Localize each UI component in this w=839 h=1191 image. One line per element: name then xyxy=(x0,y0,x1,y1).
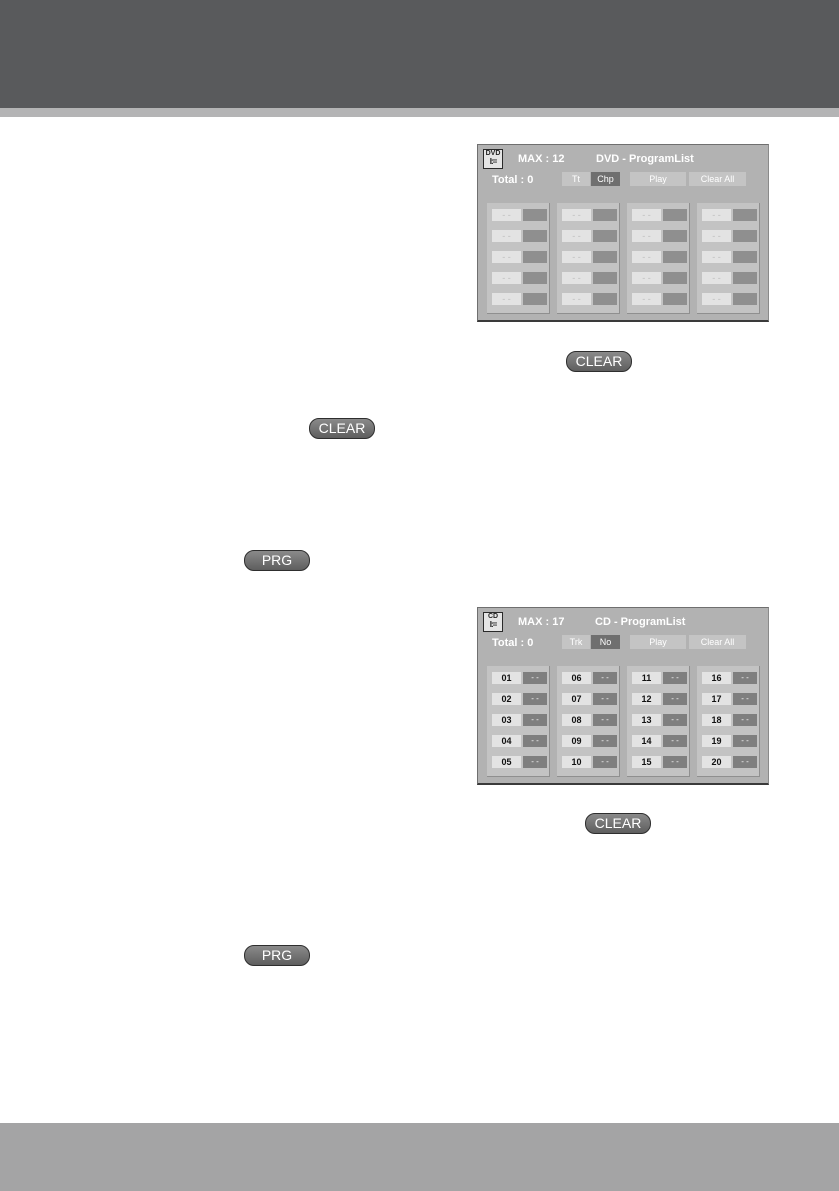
cd-slot-value[interactable]: - - xyxy=(733,756,757,768)
dvd-slot-value[interactable] xyxy=(523,293,547,305)
dvd-slot-number[interactable]: - - xyxy=(562,293,591,305)
dvd-slot-value[interactable] xyxy=(523,209,547,221)
clear-button[interactable]: CLEAR xyxy=(309,418,375,439)
prg-button[interactable]: PRG xyxy=(244,550,310,571)
dvd-total-text: Total : 0 xyxy=(492,174,534,186)
cd-trk-button[interactable]: Trk xyxy=(562,635,590,649)
dvd-slot-number[interactable]: - - xyxy=(632,272,661,284)
cd-slot-value[interactable]: - - xyxy=(523,672,547,684)
dvd-slot-number[interactable]: - - xyxy=(702,230,731,242)
cd-slot-value[interactable]: - - xyxy=(733,714,757,726)
dvd-program-column xyxy=(697,203,760,314)
dvd-slot-number[interactable]: - - xyxy=(702,209,731,221)
dvd-slot-value[interactable] xyxy=(733,251,757,263)
dvd-slot-value[interactable] xyxy=(733,230,757,242)
cd-no-button[interactable]: No xyxy=(591,635,620,649)
cd-icon-text: CD xyxy=(487,613,499,620)
dvd-program-column xyxy=(487,203,550,314)
cd-program-list-screen xyxy=(477,607,769,785)
dvd-slot-value[interactable] xyxy=(593,230,617,242)
dvd-slot-number[interactable]: - - xyxy=(562,272,591,284)
dvd-slot-number[interactable]: - - xyxy=(632,209,661,221)
cd-slot-value[interactable]: - - xyxy=(523,735,547,747)
cd-slot-number[interactable]: 07 xyxy=(562,693,591,705)
cd-slot-value[interactable]: - - xyxy=(523,693,547,705)
dvd-slot-number[interactable]: - - xyxy=(492,230,521,242)
cd-slot-number[interactable]: 08 xyxy=(562,714,591,726)
cd-disc-icon xyxy=(483,612,503,632)
dvd-slot-value[interactable] xyxy=(523,230,547,242)
dvd-program-column xyxy=(627,203,690,314)
dvd-chp-button[interactable]: Chp xyxy=(591,172,620,186)
dvd-slot-value[interactable] xyxy=(663,209,687,221)
dvd-program-column xyxy=(557,203,620,314)
cd-slot-number[interactable]: 15 xyxy=(632,756,661,768)
cd-slot-value[interactable]: - - xyxy=(663,735,687,747)
dvd-max-text: MAX : 12 xyxy=(518,153,565,165)
cd-slot-number[interactable]: 09 xyxy=(562,735,591,747)
dvd-slot-value[interactable] xyxy=(523,272,547,284)
dvd-slot-value[interactable] xyxy=(663,272,687,284)
dvd-slot-value[interactable] xyxy=(733,209,757,221)
dvd-slot-number[interactable]: - - xyxy=(492,293,521,305)
dvd-program-list-screen xyxy=(477,144,769,322)
cd-play-button[interactable]: Play xyxy=(630,635,686,649)
dvd-slot-number[interactable]: - - xyxy=(492,209,521,221)
dvd-slot-number[interactable]: - - xyxy=(632,230,661,242)
dvd-slot-value[interactable] xyxy=(663,293,687,305)
dvd-slot-number[interactable]: - - xyxy=(562,251,591,263)
cd-slot-value[interactable]: - - xyxy=(593,672,617,684)
cd-slot-value[interactable]: - - xyxy=(593,735,617,747)
cd-slot-number[interactable]: 13 xyxy=(632,714,661,726)
cd-slot-value[interactable]: - - xyxy=(523,714,547,726)
cd-slot-number[interactable]: 20 xyxy=(702,756,731,768)
cd-slot-value[interactable]: - - xyxy=(663,756,687,768)
dvd-slot-number[interactable]: - - xyxy=(492,272,521,284)
cd-slot-value[interactable]: - - xyxy=(733,735,757,747)
dvd-slot-number[interactable]: - - xyxy=(702,272,731,284)
cd-total-text: Total : 0 xyxy=(492,637,534,649)
dvd-slot-number[interactable]: - - xyxy=(562,230,591,242)
cd-slot-number[interactable]: 06 xyxy=(562,672,591,684)
cd-icon-sub: I:= xyxy=(489,620,497,629)
cd-slot-number[interactable]: 04 xyxy=(492,735,521,747)
header-rule xyxy=(0,108,839,117)
cd-slot-value[interactable]: - - xyxy=(663,693,687,705)
cd-slot-number[interactable]: 19 xyxy=(702,735,731,747)
cd-slot-value[interactable]: - - xyxy=(733,693,757,705)
cd-program-column xyxy=(487,666,550,777)
cd-program-column xyxy=(697,666,760,777)
dvd-title: DVD - ProgramList xyxy=(596,153,694,165)
prg-button[interactable]: PRG xyxy=(244,945,310,966)
cd-slot-number[interactable]: 01 xyxy=(492,672,521,684)
cd-slot-value[interactable]: - - xyxy=(593,756,617,768)
dvd-disc-icon xyxy=(483,149,503,169)
cd-slot-number[interactable]: 14 xyxy=(632,735,661,747)
cd-slot-value[interactable]: - - xyxy=(663,672,687,684)
dvd-slot-value[interactable] xyxy=(663,251,687,263)
cd-slot-number[interactable]: 12 xyxy=(632,693,661,705)
cd-slot-number[interactable]: 18 xyxy=(702,714,731,726)
cd-slot-number[interactable]: 16 xyxy=(702,672,731,684)
cd-slot-number[interactable]: 11 xyxy=(632,672,661,684)
dvd-slot-number[interactable]: - - xyxy=(632,293,661,305)
dvd-slot-value[interactable] xyxy=(593,251,617,263)
dvd-slot-value[interactable] xyxy=(733,293,757,305)
dvd-play-button[interactable]: Play xyxy=(630,172,686,186)
cd-slot-value[interactable]: - - xyxy=(523,756,547,768)
cd-program-column xyxy=(557,666,620,777)
cd-slot-number[interactable]: 05 xyxy=(492,756,521,768)
header-band xyxy=(0,0,839,108)
dvd-icon-sub: I:= xyxy=(489,157,497,166)
cd-clear-all-button[interactable]: Clear All xyxy=(689,635,746,649)
dvd-icon-text: DVD xyxy=(485,150,501,157)
dvd-slot-value[interactable] xyxy=(593,209,617,221)
dvd-slot-number[interactable]: - - xyxy=(632,251,661,263)
cd-slot-value[interactable]: - - xyxy=(593,693,617,705)
dvd-slot-value[interactable] xyxy=(663,230,687,242)
dvd-slot-number[interactable]: - - xyxy=(702,251,731,263)
cd-slot-number[interactable]: 10 xyxy=(562,756,591,768)
cd-slot-number[interactable]: 02 xyxy=(492,693,521,705)
dvd-slot-value[interactable] xyxy=(733,272,757,284)
dvd-slot-value[interactable] xyxy=(523,251,547,263)
cd-title: CD - ProgramList xyxy=(595,616,686,628)
cd-slot-value[interactable]: - - xyxy=(733,672,757,684)
cd-slot-value[interactable]: - - xyxy=(593,714,617,726)
cd-slot-number[interactable]: 17 xyxy=(702,693,731,705)
cd-slot-number[interactable]: 03 xyxy=(492,714,521,726)
cd-slot-value[interactable]: - - xyxy=(663,714,687,726)
dvd-slot-number[interactable]: - - xyxy=(492,251,521,263)
cd-max-text: MAX : 17 xyxy=(518,616,565,628)
dvd-slot-value[interactable] xyxy=(593,293,617,305)
clear-button[interactable]: CLEAR xyxy=(566,351,632,372)
dvd-tt-button[interactable]: Tt xyxy=(562,172,590,186)
clear-button[interactable]: CLEAR xyxy=(585,813,651,834)
cd-program-column xyxy=(627,666,690,777)
dvd-clear-all-button[interactable]: Clear All xyxy=(689,172,746,186)
dvd-slot-value[interactable] xyxy=(593,272,617,284)
footer-band xyxy=(0,1123,839,1191)
dvd-slot-number[interactable]: - - xyxy=(702,293,731,305)
dvd-slot-number[interactable]: - - xyxy=(562,209,591,221)
